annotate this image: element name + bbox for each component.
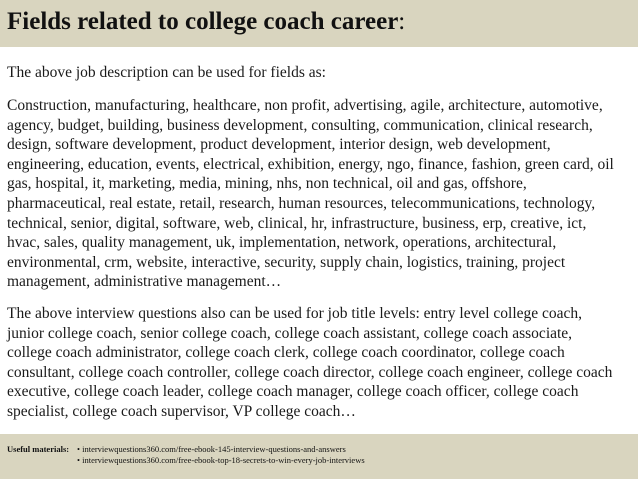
- levels-line: consultant, college coach controller, college coach director, college coach engineer, college coach: [7, 363, 613, 381]
- fields-line: environmental, crm, website, interactive, security, supply chain, logistics, training, project: [7, 253, 566, 271]
- ebook-link-145-questions[interactable]: • interviewquestions360.com/free-ebook-145-interview-questions-and-answers: [77, 444, 365, 455]
- fields-line: management, administrative management…: [7, 273, 282, 291]
- job-levels-paragraph: [7, 304, 633, 422]
- footer-banner: [0, 434, 638, 479]
- intro-text: The above job description can be used for fields as:: [7, 64, 326, 81]
- fields-line: technical, senior, digital, software, web, clinical, hr, infrastructure, business, erp, creative, ict,: [7, 214, 587, 232]
- levels-line: executive, college coach leader, college coach manager, college coach officer, college coach: [7, 383, 579, 401]
- page-title-text: Fields related to college coach career: [7, 8, 399, 35]
- fields-paragraph: [7, 96, 633, 292]
- fields-line: design, software development, product development, interior design, web development,: [7, 136, 551, 154]
- page-title-colon: :: [398, 8, 406, 35]
- ebook-link-18-secrets[interactable]: • interviewquestions360.com/free-ebook-top-18-secrets-to-win-every-job-interviews: [77, 455, 365, 466]
- footer-links: [77, 444, 365, 466]
- fields-line: Construction, manufacturing, healthcare, non profit, advertising, agile, architecture, automotive,: [7, 97, 603, 114]
- levels-line: college coach administrator, college coach clerk, college coach coordinator, college coach: [7, 344, 565, 362]
- fields-line: pharmaceutical, real estate, retail, research, human resources, telecommunications, technology,: [7, 194, 596, 212]
- fields-line: hvac, sales, quality management, uk, implementation, network, operations, architectural,: [7, 234, 557, 252]
- fields-line: agency, budget, building, business development, consulting, communication, clinical research,: [7, 116, 593, 134]
- page-title: [7, 8, 405, 36]
- title-banner: [0, 0, 638, 47]
- useful-materials-label: Useful materials:: [7, 444, 70, 454]
- fields-line: engineering, education, events, electrical, exhibition, energy, ngo, finance, fashion, green card, oil: [7, 155, 614, 173]
- fields-line: gas, hospital, it, marketing, media, mining, nhs, non technical, oil and gas, offshore,: [7, 175, 527, 193]
- levels-line: junior college coach, senior college coach, college coach assistant, college coach associate,: [7, 324, 573, 342]
- levels-line: The above interview questions also can be used for job title levels: entry level college coach,: [7, 305, 583, 322]
- levels-line: specialist, college coach supervisor, VP college coach…: [7, 402, 356, 420]
